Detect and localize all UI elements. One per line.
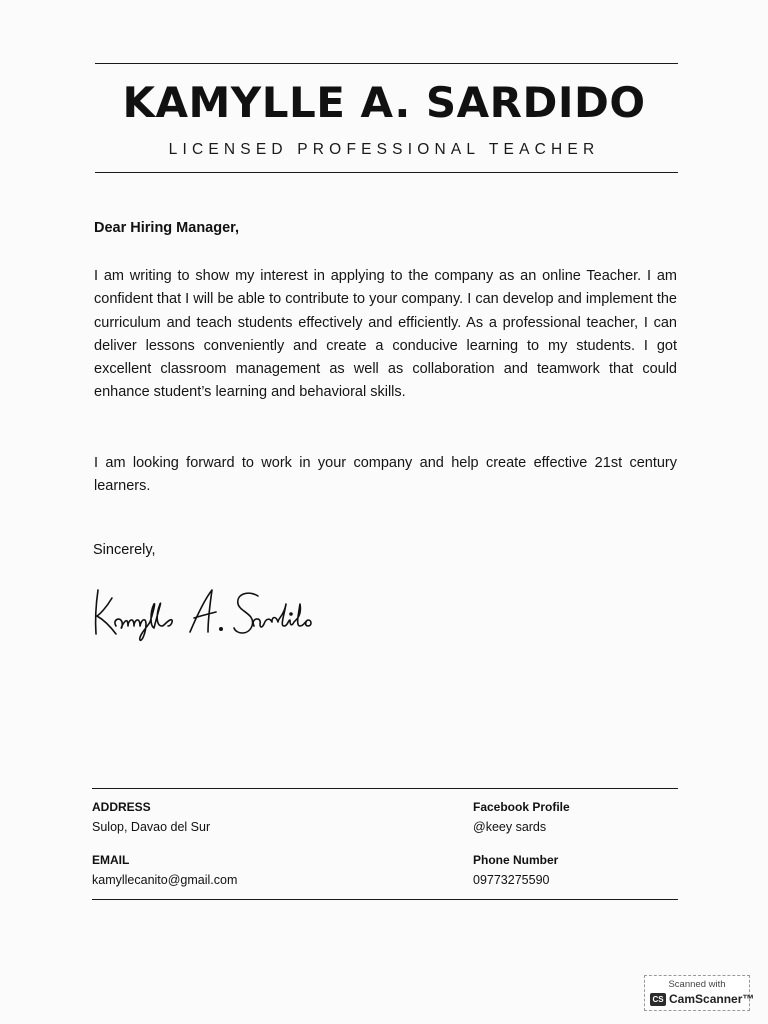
address-label: ADDRESS	[92, 800, 151, 814]
camscanner-watermark	[644, 975, 755, 1011]
email-value: kamyllecanito@gmail.com	[92, 873, 238, 887]
letter-paragraph-2: I am looking forward to work in your company and help create effective 21st century learners.	[94, 455, 677, 495]
facebook-value: @keey sards	[473, 820, 547, 834]
footer-bottom-rule	[92, 899, 678, 900]
header-top-rule	[95, 63, 678, 64]
letter-paragraph-1: I am writing to show my interest in applying to the company as an online Teacher. I am confident that I will be able to contribute to your company. I can develop and implement the curriculum and teach students effectively and efficiently. As a professional teacher, I can deliver lessons conveniently and create a conducive learning to my students. I got excellent classroom management as well as collaboration and teamwork that could enhance student’s learning and behavioral skills.	[94, 268, 677, 401]
applicant-title: LICENSED PROFESSIONAL TEACHER	[168, 141, 600, 158]
phone-label: Phone Number	[473, 853, 559, 867]
letter-greeting: Dear Hiring Manager,	[94, 220, 240, 236]
address-value: Sulop, Davao del Sur	[92, 820, 211, 834]
watermark-caption: Scanned with	[668, 979, 726, 990]
facebook-label: Facebook Profile	[473, 800, 570, 814]
phone-value: 09773275590	[473, 873, 550, 887]
camscanner-logo-icon: CS	[650, 993, 666, 1006]
letter-closing: Sincerely,	[93, 542, 156, 558]
header-bottom-rule	[95, 172, 678, 173]
handwritten-signature	[90, 582, 320, 647]
email-label: EMAIL	[92, 853, 130, 867]
watermark-brand: CamScanner™	[669, 992, 755, 1006]
applicant-name: KAMYLLE A. SARDIDO	[122, 78, 646, 127]
footer-top-rule	[92, 788, 678, 789]
